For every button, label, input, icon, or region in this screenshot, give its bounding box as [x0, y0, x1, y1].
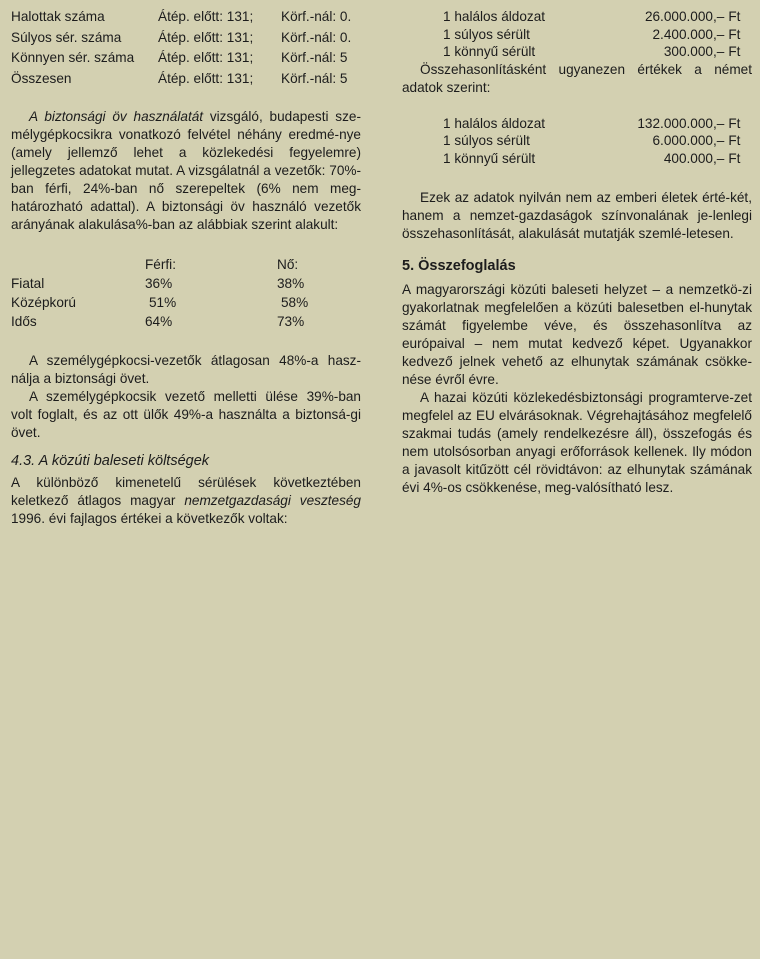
- cost-row: [402, 115, 752, 133]
- stats-label: Halottak száma: [11, 9, 105, 24]
- cost-row: [402, 8, 752, 26]
- stats-row: [11, 8, 361, 29]
- cost-label: 1 súlyos sérült: [443, 26, 530, 42]
- seatbelt-italic-lead: A biztonsági öv használatát: [29, 109, 204, 124]
- german-costs-table: [402, 115, 752, 168]
- section-5-title: 5. Összefoglalás: [402, 258, 516, 274]
- seatbelt-paragraph: [11, 108, 361, 234]
- cost-value: 132.000.000,–: [637, 115, 725, 131]
- male-value: 64%: [145, 314, 173, 329]
- cost-row: [402, 132, 752, 150]
- cost-label: 1 könnyű sérült: [443, 44, 536, 59]
- stats-before: Átép. előtt: 131;: [158, 70, 254, 86]
- cost-unit: Ft: [728, 115, 741, 131]
- section-4-3-title: 4.3. A közúti baleseti költségek: [11, 453, 210, 469]
- age-group-label: Fiatal: [11, 276, 45, 291]
- right-column: [402, 8, 752, 497]
- header-male: Férfi:: [145, 257, 176, 272]
- belt-average-paragraph: A személygépkocsi-vezetők átlagosan 48%-a hasz-nálja a biztonsági övet.: [11, 353, 361, 386]
- stats-label: Összesen: [11, 70, 72, 86]
- cost-unit: Ft: [728, 150, 741, 166]
- stats-after: Körf.-nál: 0.: [281, 9, 352, 24]
- seatbelt-text: vizsgáló, budapesti sze-mélygépkocsikra vonatkozó felvétel néhány eredmé-nye (amely jellemző lehet a közlekedési fegyelemre) jellegzetes adatokat mutat. A vizsgálatnál a vezetők: 70%-ban férfi, 24%-ban nő szerepeltek (6% nem meg-határozható adattal). A biztonsági öv használó vezetők arányának alakulása%-ban az alábbiak szerint alakult:: [11, 109, 361, 232]
- cost-row: [402, 26, 752, 44]
- passenger-seat-paragraph: A személygépkocsik vezető melletti ülése 39%-ban volt foglalt, és az ott ülők 49%-a használta a biztonsá-gi övet.: [11, 389, 361, 440]
- cost-unit: Ft: [728, 44, 741, 59]
- hungarian-costs-table: [402, 8, 752, 61]
- table-row: [11, 294, 361, 313]
- casualty-stats-table: [11, 8, 361, 90]
- stats-row: [11, 70, 361, 91]
- male-value: 36%: [145, 276, 173, 291]
- stats-row: [11, 49, 361, 70]
- stats-after: Körf.-nál: 0.: [281, 29, 352, 45]
- table-row: [11, 275, 361, 294]
- cost-unit: Ft: [728, 133, 741, 148]
- age-group-label: Idős: [11, 314, 37, 329]
- stats-after: Körf.-nál: 5: [281, 50, 348, 65]
- table-row: [11, 313, 361, 332]
- header-female: Nő:: [277, 257, 299, 272]
- cost-value: 2.400.000,–: [652, 26, 725, 42]
- age-group-label: Középkorú: [11, 295, 76, 310]
- male-value: 51%: [149, 295, 177, 310]
- cost-label: 1 halálos áldozat: [443, 115, 546, 131]
- stats-after: Körf.-nál: 5: [281, 70, 348, 86]
- note-paragraph: Ezek az adatok nyilván nem az emberi életek érté-két, hanem a nemzet-gazdaságok színvonalának je-lenlegi összehasonlítását, alakulását mutatják szemlé-letesen.: [402, 190, 752, 241]
- summary-paragraph-2: A hazai közúti közlekedésbiztonsági programterve-zet megfelel az EU elvárásoknak. Végrehajtásához megfelelő szakmai tudás (amely rendelkezésre áll), összefogás és nem utolsósorban anyagi erőforrások kellenek. Ily módon a javasolt kitűzött cél rövidtávon: az elhunytak számának évi 4%-os csökkenése, meg-valósítható lesz.: [402, 390, 752, 495]
- female-value: 73%: [277, 314, 305, 329]
- cost-row: [402, 150, 752, 168]
- stats-label: Könnyen sér. száma: [11, 50, 135, 65]
- cost-value: 6.000.000,–: [652, 133, 725, 148]
- costs-intro-paragraph: A különböző kimenetelű sérülések következtében keletkező átlagos magyar nemzetgazdasági veszteség 1996. évi fajlagos értékei a következők voltak:: [11, 475, 361, 526]
- stats-before: Átép. előtt: 131;: [158, 29, 254, 45]
- stats-before: Átép. előtt: 131;: [158, 9, 254, 24]
- cost-row: [402, 43, 752, 61]
- cost-label: 1 könnyű sérült: [443, 150, 536, 166]
- summary-paragraph-1: A magyarországi közúti baleseti helyzet – a nemzetkö-zi gyakorlatnak megfelelően a közúti balesetben el-hunytak számát figyelembe véve, és összehasonlítva az európaival – nem mutat kedvező képet. Ugyanakkor kedvező jelnek vehető az elhunytak számának csökke-nése évről évre.: [402, 282, 752, 387]
- belt-table-header: [11, 256, 361, 275]
- left-column: [11, 8, 361, 528]
- cost-value: 400.000,–: [663, 150, 725, 166]
- female-value: 58%: [281, 295, 309, 310]
- cost-label: 1 halálos áldozat: [443, 9, 546, 24]
- cost-label: 1 súlyos sérült: [443, 133, 530, 148]
- cost-value: 26.000.000,–: [644, 9, 725, 24]
- female-value: 38%: [277, 276, 305, 291]
- stats-row: [11, 29, 361, 50]
- stats-label: Súlyos sér. száma: [11, 29, 122, 45]
- costs-intro-italic: nemzetgazdasági veszteség: [184, 493, 361, 508]
- cost-unit: Ft: [728, 26, 741, 42]
- comparison-paragraph: Összehasonlításként ugyanezen értékek a német adatok szerint:: [402, 61, 752, 95]
- cost-value: 300.000,–: [663, 44, 725, 59]
- belt-usage-table: [11, 256, 361, 332]
- cost-unit: Ft: [728, 9, 741, 24]
- stats-before: Átép. előtt: 131;: [158, 50, 254, 65]
